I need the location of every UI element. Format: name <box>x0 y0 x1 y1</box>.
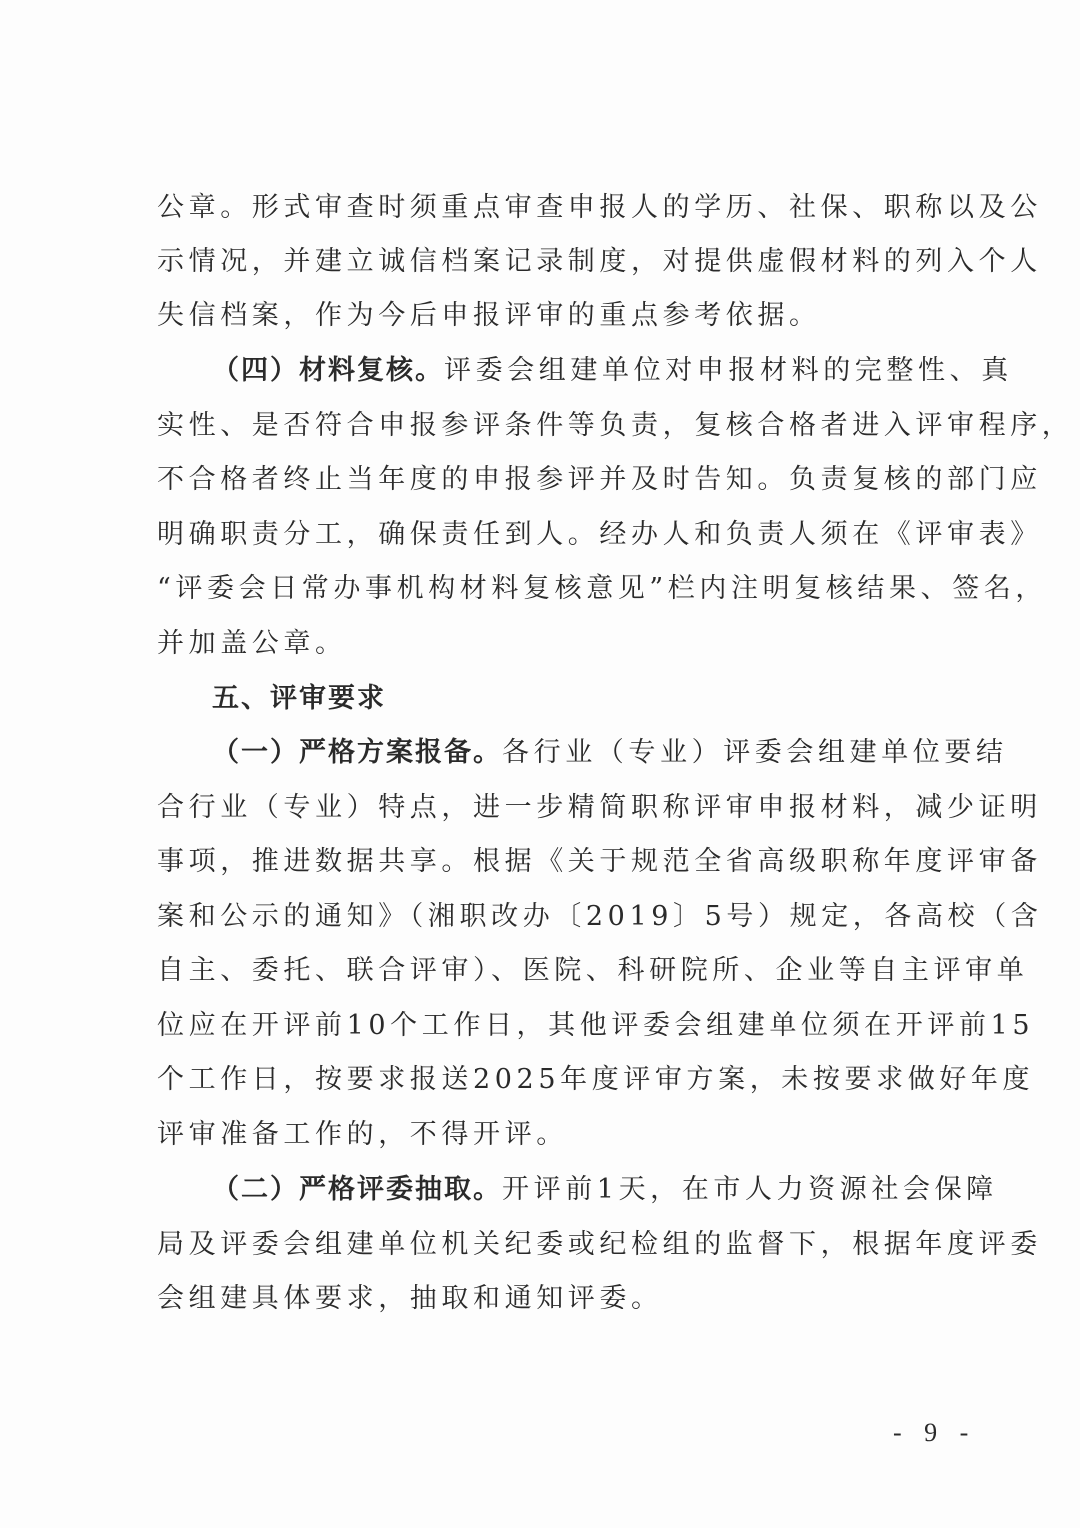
paragraph-text: 开评前1天，在市人力资源社会保障 <box>502 1174 998 1205</box>
paragraph-text: 评委会组建单位对申报材料的完整性、真 <box>444 355 1013 386</box>
paragraph-line: 不合格者终止当年度的申报参评并及时告知。负责复核的部门应 <box>157 464 1042 495</box>
paragraph-line: 个工作日，按要求报送2025年度评审方案，未按要求做好年度 <box>157 1064 1035 1095</box>
paragraph-line <box>212 1174 998 1206</box>
paragraph-line: 局及评委会组建单位机关纪委或纪检组的监督下，根据年度评委 <box>157 1229 1042 1260</box>
subsection-title-judge-selection: （二）严格评委抽取。 <box>212 1174 502 1205</box>
paragraph-text: 各行业（专业）评委会组建单位要结 <box>502 737 1008 768</box>
paragraph-line: 合行业（专业）特点，进一步精简职称评审申报材料，减少证明 <box>157 792 1042 823</box>
subsection-title-material-review: （四）材料复核。 <box>212 355 444 386</box>
paragraph-line: “评委会日常办事机构材料复核意见”栏内注明复核结果、签名， <box>157 573 1048 604</box>
paragraph-line: 公章。形式审查时须重点审查申报人的学历、社保、职称以及公 <box>157 192 1042 223</box>
paragraph-line: 实性、是否符合申报参评条件等负责，复核合格者进入评审程序， <box>157 410 1074 441</box>
paragraph-line: 自主、委托、联合评审）、医院、科研院所、企业等自主评审单 <box>157 955 1029 986</box>
paragraph-line: 并加盖公章。 <box>157 628 347 659</box>
paragraph-line: 位应在开评前10个工作日，其他评委会组建单位须在开评前15 <box>157 1010 1035 1041</box>
paragraph-line: 事项，推进数据共享。根据《关于规范全省高级职称年度评审备 <box>157 846 1042 877</box>
paragraph-line: 评审准备工作的，不得开评。 <box>157 1119 568 1150</box>
paragraph-line: 明确职责分工，确保责任到人。经办人和负责人须在《评审表》 <box>157 519 1042 550</box>
paragraph-line <box>212 737 1008 769</box>
paragraph-line: 案和公示的通知》（湘职改办〔2019〕5号）规定，各高校（含 <box>157 901 1043 932</box>
paragraph-line <box>212 355 1013 387</box>
subsection-title-plan-filing: （一）严格方案报备。 <box>212 737 502 768</box>
paragraph-line: 会组建具体要求，抽取和通知评委。 <box>157 1283 663 1314</box>
paragraph-line: 失信档案，作为今后申报评审的重点参考依据。 <box>157 300 821 331</box>
paragraph-line: 示情况，并建立诚信档案记录制度，对提供虚假材料的列入个人 <box>157 246 1042 277</box>
page-number: - 9 - <box>893 1418 977 1447</box>
section-heading-review-requirements: 五、评审要求 <box>212 683 386 714</box>
